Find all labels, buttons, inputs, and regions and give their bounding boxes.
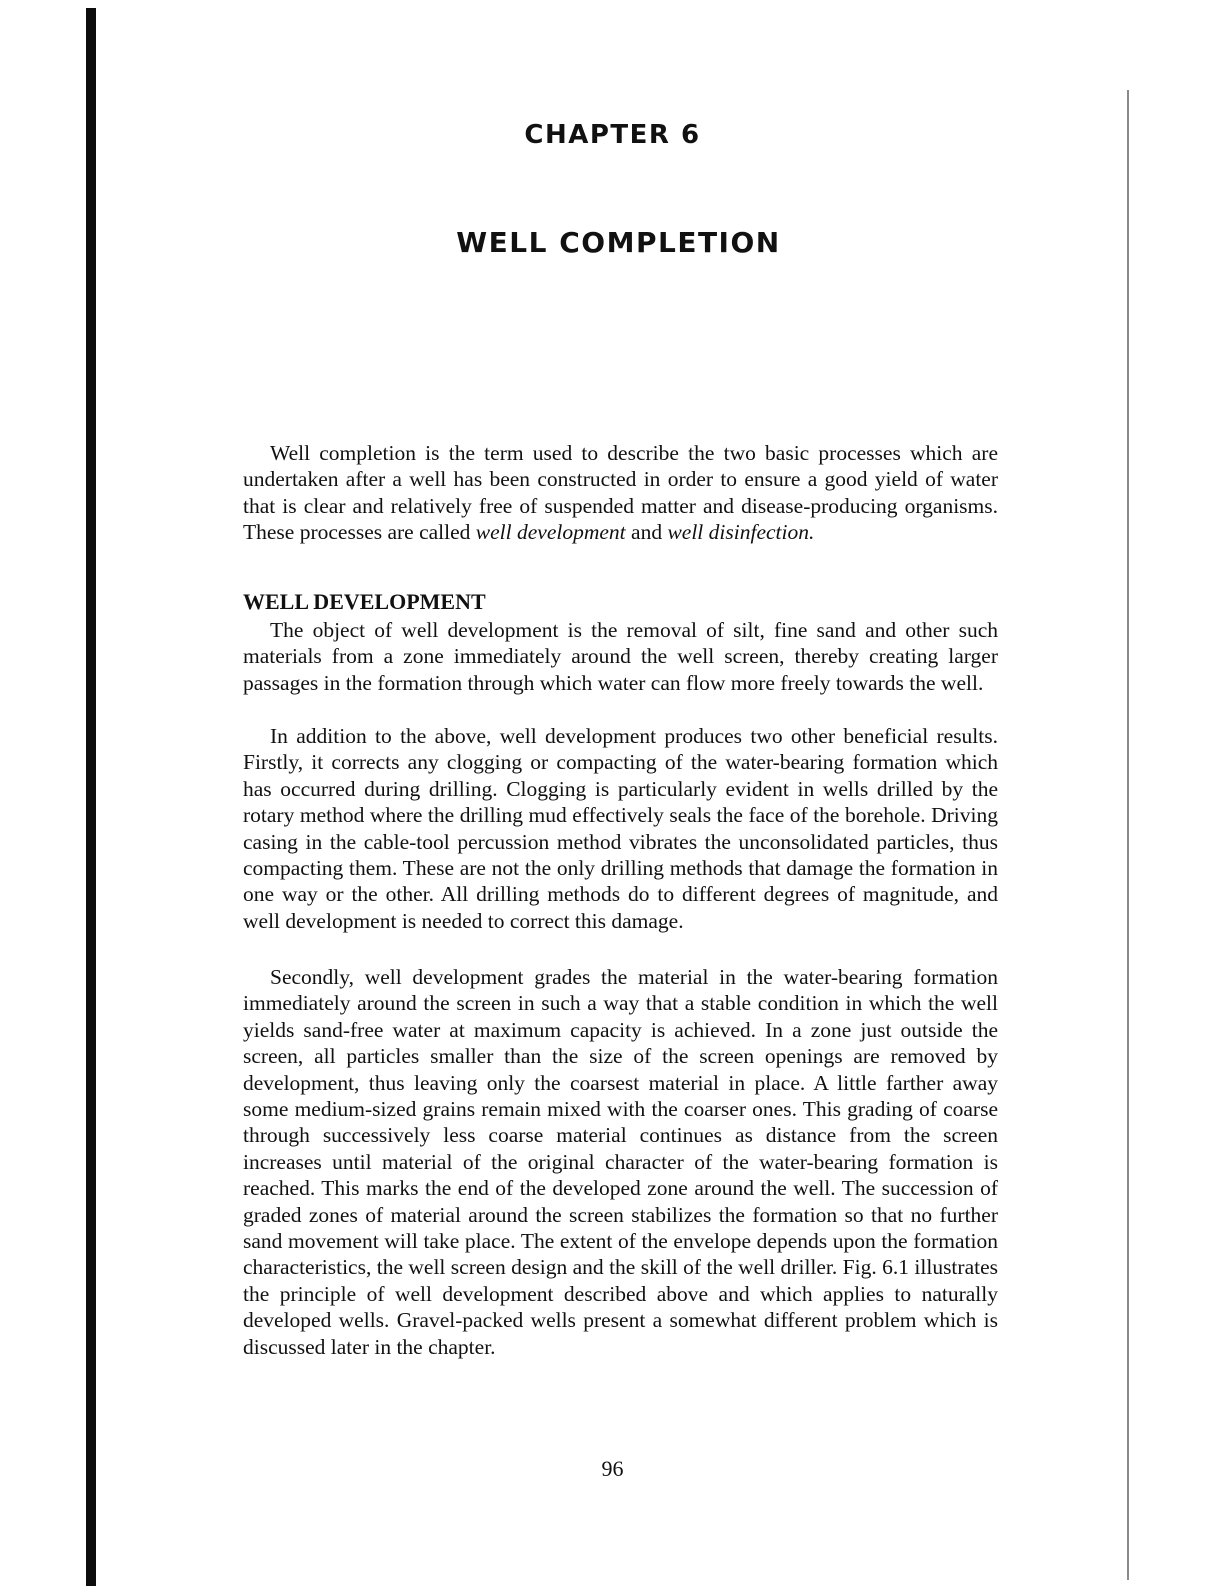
chapter-label: CHAPTER 6 xyxy=(524,120,701,150)
page-edge-line xyxy=(1127,90,1129,1580)
term-well-disinfection: well disinfection. xyxy=(667,520,815,545)
section-heading: WELL DEVELOPMENT xyxy=(243,589,486,614)
page-number: 96 xyxy=(601,1456,624,1481)
development-paragraph-3: Secondly, well development grades the material in the water-bearing formation immediately around the screen in such a way that a stable condition in which the well yields sand-free water at maximum capacity is achieved. In a zone just outside the screen, all particles smaller than the size of the screen openings are removed by development, thus leaving only the coarsest material in place. A little farther away some medium-sized grains remain mixed with the coarser ones. This grading of coarse through successively less coarse material continues as distance from the screen increases until material of the original character of the water-bearing formation is reached. This marks the end of the developed zone around the well. The succession of graded zones of material around the screen stabilizes the formation so that no further sand movement will take place. The extent of the envelope depends upon the formation characteristics, the well screen design and the skill of the well driller. Fig. 6.1 illustrates the principle of well development described above and which applies to naturally developed wells. Gravel-packed wells present a somewhat different problem which is discussed later in the chapter. xyxy=(243,965,998,1359)
intro-paragraph xyxy=(243,440,998,546)
chapter-title: WELL COMPLETION xyxy=(456,226,781,259)
term-well-development: well development xyxy=(475,520,626,545)
development-paragraph-1: The object of well development is the removal of silt, fine sand and other such materials from a zone immediately around the well screen, thereby creating larger passages in the formation through which water can flow more freely towards the well. xyxy=(243,618,998,695)
intro-text-before: Well completion is the term used to describe the two basic processes which are undertaken after a well has been constructed in order to ensure a good yield of water that is clear and relatively free of suspended matter and disease-producing organisms. These processes are called xyxy=(243,441,998,545)
intro-text-middle: and xyxy=(625,520,668,545)
development-paragraph-2: In addition to the above, well development produces two other beneficial results. Firstly, it corrects any clogging or compacting of the water-bearing formation which has occurred during drilling. Clogging is particularly evident in wells drilled by the rotary method where the drilling mud effectively seals the face of the borehole. Driving casing in the cable-tool percussion method vibrates the unconsolidated particles, thus compacting them. These are not the only drilling methods that damage the formation in one way or the other. All drilling methods do to different degrees of magnitude, and well development is needed to correct this damage. xyxy=(243,724,998,933)
